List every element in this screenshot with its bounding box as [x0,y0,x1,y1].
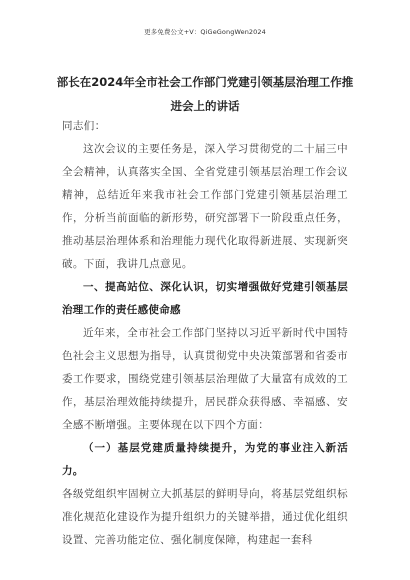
title-line-2: 进会上的讲话 [170,99,240,113]
salutation: 同志们： [62,120,106,132]
document-body [62,115,348,552]
title-line-1: 部长在2024年全市社会工作部门党建引领基层治理工作推 [56,75,354,89]
paragraph-intro: 这次会议的主要任务是，深入学习贯彻党的二十届三中全会精神，认真落实全国、全省党建引领基层治理工作会议精神，总结近年来我市社会工作部门党建引领基层治理工作，分析当前面临的新形势，研究部署下一阶段重点任务，推动基层治理体系和治理能力现代化取得新进展、实现新突破。下面，我讲几点意见。 [62,143,348,270]
paragraph-party-building: 各级党组织牢固树立大抓基层的鲜明导向，将基层党组织标准化规范化建设作为提升组织力的关键举措，通过优化组织设置、完善功能定位、强化制度保障，构建起一套科 [62,488,348,546]
paragraph-achievements: 近年来，全市社会工作部门坚持以习近平新时代中国特色社会主义思想为指导，认真贯彻党中央决策部署和省委市委工作要求，围绕党建引领基层治理做了大量富有成效的工作，基层治理效能持续提升，居民群众获得感、幸福感、安全感不断增强。主要体现在以下四个方面： [62,327,348,431]
subsection-heading-1: （一）基层党建质量持续提升，为党的事业注入新活力。 [62,442,348,477]
header-note: 更多免费公文+V：QiGeGongWen2024 [144,28,266,36]
document-title [50,70,360,118]
section-heading-1: 一、提高站位、深化认识，切实增强做好党建引领基层治理工作的责任感使命感 [62,281,348,316]
